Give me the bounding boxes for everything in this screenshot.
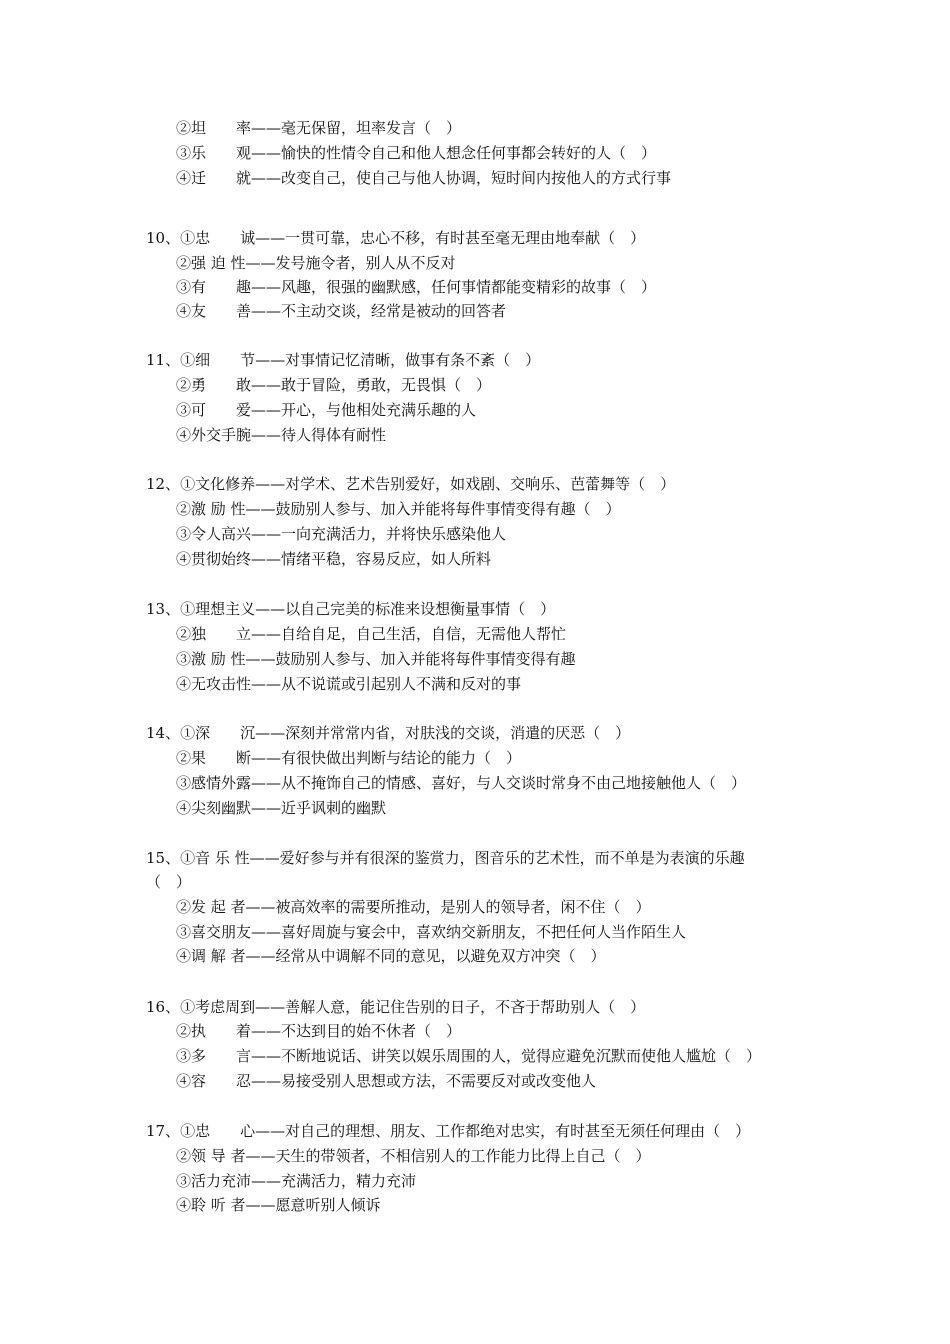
- question-16-option-2: ②执 着——不达到目的始不休者（ ）: [176, 1022, 462, 1040]
- question-14-option-2: ②果 断——有很快做出判断与结论的能力（ ）: [176, 749, 522, 767]
- question-11-option-4: ④外交手腕——待人得体有耐性: [176, 426, 387, 444]
- question-15-option-3: ③喜交朋友——喜好周旋与宴会中，喜欢纳交新朋友，不把任何人当作陌生人: [176, 923, 687, 941]
- question-13-option-3: ③激 励 性——鼓励别人参与、加入并能将每件事情变得有趣: [176, 650, 576, 668]
- question-15-option-4: ④调 解 者——经常从中调解不同的意见，以避免双方冲突（ ）: [176, 947, 606, 965]
- question-13-option-4: ④无攻击性——从不说谎或引起别人不满和反对的事: [176, 675, 522, 693]
- question-11-option-3: ③可 爱——开心，与他相处充满乐趣的人: [176, 401, 477, 419]
- question-15-option-1-wrap: （ ）: [146, 873, 192, 891]
- option-line: ④迁 就——改变自己，使自己与他人协调，短时间内按他人的方式行事: [176, 169, 672, 187]
- question-15-option-2: ②发 起 者——被高效率的需要所推动，是别人的领导者，闲不住（ ）: [176, 898, 651, 916]
- question-12-option-4: ④贯彻始终——情绪平稳，容易反应，如人所料: [176, 550, 492, 568]
- option-line: ②坦 率——毫无保留，坦率发言（ ）: [176, 119, 462, 137]
- question-10-option-1: 10、①忠 诚——一贯可靠，忠心不移，有时甚至毫无理由地奉献（ ）: [146, 229, 646, 247]
- question-17-option-3: ③活力充沛——充满活力，精力充沛: [176, 1172, 417, 1190]
- question-11-option-1: 11、①细 节——对事情记忆清晰，做事有条不紊（ ）: [146, 351, 541, 369]
- question-10-option-4: ④友 善——不主动交谈，经常是被动的回答者: [176, 302, 507, 320]
- question-10-option-2: ②强 迫 性——发号施令者，别人从不反对: [176, 254, 456, 272]
- question-14-option-3: ③感情外露——从不掩饰自己的情感、喜好，与人交谈时常身不由己地接触他人（ ）: [176, 774, 747, 792]
- question-14-option-1: 14、①深 沉——深刻并常常内省，对肤浅的交谈，消遣的厌恶（ ）: [146, 724, 631, 742]
- question-12-option-3: ③令人高兴——一向充满活力，并将快乐感染他人: [176, 525, 507, 543]
- question-17-option-2: ②领 导 者——天生的带领者，不相信别人的工作能力比得上自己（ ）: [176, 1147, 651, 1165]
- question-11-option-2: ②勇 敢——敢于冒险，勇敢，无畏惧（ ）: [176, 376, 492, 394]
- question-16-option-3: ③多 言——不断地说话、讲笑以娱乐周围的人，觉得应避免沉默而使他人尴尬（ ）: [176, 1047, 762, 1065]
- question-16-option-4: ④容 忍——易接受别人思想或方法，不需要反对或改变他人: [176, 1072, 597, 1090]
- question-10-option-3: ③有 趣——风趣，很强的幽默感，任何事情都能变精彩的故事（ ）: [176, 278, 657, 296]
- question-13-option-1: 13、①理想主义——以自己完美的标准来设想衡量事情（ ）: [146, 600, 556, 618]
- question-12-option-2: ②激 励 性——鼓励别人参与、加入并能将每件事情变得有趣（ ）: [176, 500, 621, 518]
- question-13-option-2: ②独 立——自给自足，自己生活，自信，无需他人帮忙: [176, 625, 567, 643]
- question-16-option-1: 16、①考虑周到——善解人意，能记住告别的日子，不吝于帮助别人（ ）: [146, 998, 646, 1016]
- option-line: ③乐 观——愉快的性情令自己和他人想念任何事都会转好的人（ ）: [176, 144, 657, 162]
- question-12-option-1: 12、①文化修养——对学术、艺术告别爱好，如戏剧、交响乐、芭蕾舞等（ ）: [146, 475, 676, 493]
- question-17-option-1: 17、①忠 心——对自己的理想、朋友、工作都绝对忠实，有时甚至无须任何理由（ ）: [146, 1122, 751, 1140]
- question-14-option-4: ④尖刻幽默——近乎讽刺的幽默: [176, 799, 387, 817]
- question-15-option-1: 15、①音 乐 性——爱好参与并有很深的鉴赏力，图音乐的艺术性，而不单是为表演的乐趣: [146, 849, 745, 867]
- question-17-option-4: ④聆 听 者——愿意听别人倾诉: [176, 1196, 381, 1214]
